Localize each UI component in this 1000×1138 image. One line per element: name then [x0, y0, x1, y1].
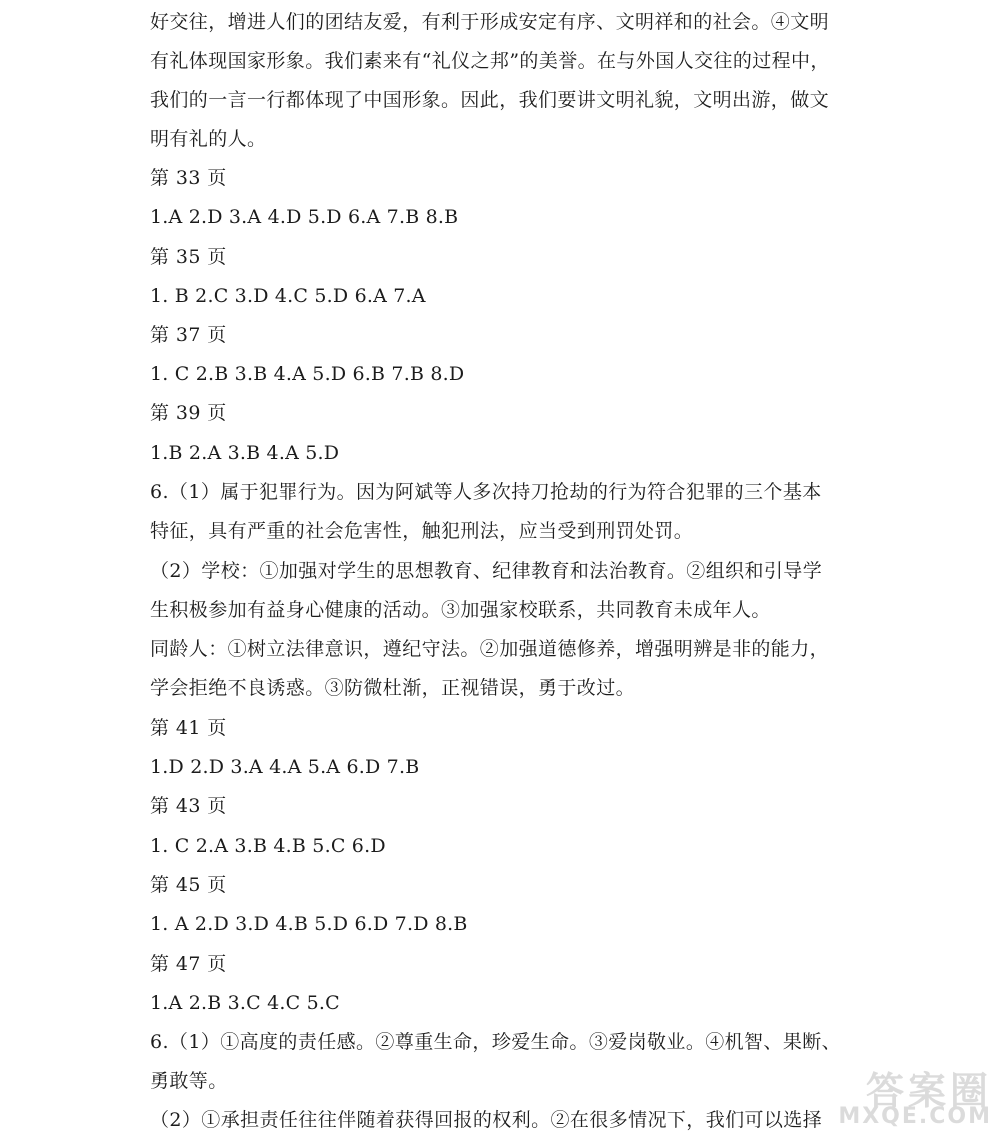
text-line: （2）①承担责任往往伴随着获得回报的权利。②在很多情况下，我们可以选择: [150, 1109, 823, 1131]
page-heading: 第 41 页: [150, 717, 227, 739]
text-line: 同龄人：①树立法律意识，遵纪守法。②加强道德修养，增强明辨是非的能力，: [150, 638, 830, 660]
text-line: 我们的一言一行都体现了中国形象。因此，我们要讲文明礼貌，文明出游，做文: [150, 89, 830, 111]
page-heading: 第 39 页: [150, 402, 227, 424]
text-line: 勇敢等。: [150, 1070, 228, 1092]
page-heading: 第 45 页: [150, 874, 227, 896]
answer-line: 1.D 2.D 3.A 4.A 5.A 6.D 7.B: [150, 756, 420, 778]
page-heading: 第 35 页: [150, 246, 227, 268]
answer-line: 1.A 2.D 3.A 4.D 5.D 6.A 7.B 8.B: [150, 206, 459, 228]
text-line: 特征，具有严重的社会危害性，触犯刑法，应当受到刑罚处罚。: [150, 520, 694, 542]
text-line: 明有礼的人。: [150, 128, 267, 150]
page-heading: 第 33 页: [150, 167, 227, 189]
text-line: 好交往，增进人们的团结友爱，有利于形成安定有序、文明祥和的社会。④文明: [150, 11, 830, 33]
text-line: 生积极参加有益身心健康的活动。③加强家校联系，共同教育未成年人。: [150, 599, 771, 621]
watermark-text: 答案圈: [865, 1069, 992, 1113]
text-line: 学会拒绝不良诱惑。③防微杜渐，正视错误，勇于改过。: [150, 677, 636, 699]
answer-line: 1. C 2.B 3.B 4.A 5.D 6.B 7.B 8.D: [150, 363, 465, 385]
answer-line: 1. A 2.D 3.D 4.B 5.D 6.D 7.D 8.B: [150, 913, 468, 935]
answer-line: 1. C 2.A 3.B 4.B 5.C 6.D: [150, 835, 386, 857]
watermark-logo: [802, 1060, 992, 1132]
answer-line: 1. B 2.C 3.D 4.C 5.D 6.A 7.A: [150, 285, 426, 307]
text-line: （2）学校：①加强对学生的思想教育、纪律教育和法治教育。②组织和引导学: [150, 560, 823, 582]
watermark-url: MXQE.COM: [838, 1104, 992, 1129]
page-heading: 第 37 页: [150, 324, 227, 346]
text-line: 6.（1）属于犯罪行为。因为阿斌等人多次持刀抢劫的行为符合犯罪的三个基本: [150, 481, 822, 503]
answer-line: 1.B 2.A 3.B 4.A 5.D: [150, 442, 340, 464]
page-heading: 第 47 页: [150, 953, 227, 975]
page-heading: 第 43 页: [150, 795, 227, 817]
text-line: 6.（1）①高度的责任感。②尊重生命，珍爱生命。③爱岗敬业。④机智、果断、: [150, 1031, 842, 1053]
text-line: 有礼体现国家形象。我们素来有“礼仪之邦”的美誉。在与外国人交往的过程中，: [150, 50, 830, 72]
answer-line: 1.A 2.B 3.C 4.C 5.C: [150, 992, 340, 1014]
